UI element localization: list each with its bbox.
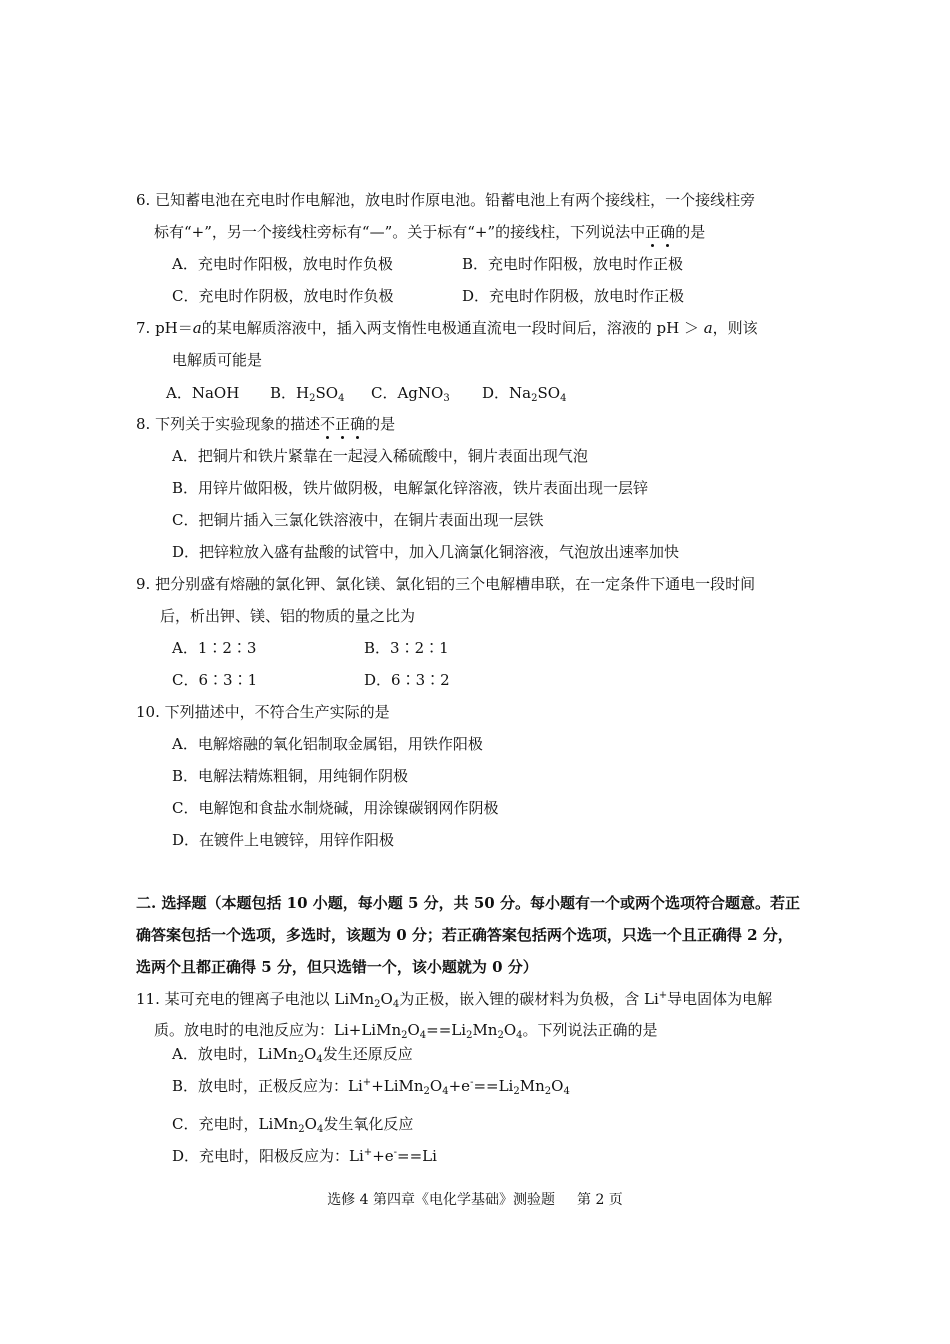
- q7-b-sub: 2: [309, 393, 316, 404]
- q11-d-sup: -: [393, 1147, 398, 1158]
- q7-stem-text: 7. pH＝: [136, 319, 193, 337]
- q6-stem-line2: [154, 222, 705, 242]
- page-footer: [0, 1190, 950, 1210]
- q8-emphasis-char: 正: [335, 415, 351, 433]
- q11-text: 11. 某可充电的锂离子电池以 LiMn: [136, 990, 375, 1008]
- q11-sub: 2: [374, 999, 381, 1010]
- q11-text: 质。放电时的电池反应为：Li+LiMn: [154, 1021, 402, 1039]
- q11-c-text: C．充电时，LiMn: [172, 1115, 299, 1133]
- q11-text: O: [503, 1021, 517, 1039]
- q11-b-sup: +: [362, 1077, 372, 1088]
- section2-heading-line1: 二. 选择题（本题包括 10 小题，每小题 5 分，共 50 分。每小题有一个或两个选项符合题意。若正: [136, 894, 800, 912]
- q11-c-text: O: [304, 1115, 317, 1133]
- page-number: 第 2 页: [577, 1192, 623, 1208]
- q11-b-sub: 2: [423, 1086, 430, 1097]
- q10-option-a: A．电解熔融的氧化铝制取金属铝，用铁作阳极: [172, 735, 483, 753]
- q8-emphasis-char: 确: [350, 415, 366, 433]
- q11-text: 导电固体为电解: [667, 990, 773, 1008]
- q11-a-text: O: [304, 1045, 317, 1063]
- q6-option-a: A．充电时作阳极，放电时作负极: [172, 255, 393, 273]
- q7-b-sub: 4: [338, 393, 345, 404]
- q6-stem-text: 的是: [675, 223, 706, 241]
- q11-sup: +: [658, 990, 668, 1001]
- q8-stem-text: 的是: [365, 415, 396, 433]
- q10-option-d: D．在镀件上电镀锌，用锌作阳极: [172, 831, 395, 849]
- q8-stem: [136, 414, 395, 434]
- q6-emphasis-char: 确: [660, 223, 676, 241]
- q11-option-d: [172, 1146, 437, 1166]
- q6-option-d: D．充电时作阴极，放电时作正极: [462, 287, 685, 305]
- footer-title: 选修 4 第四章《电化学基础》测验题: [327, 1192, 555, 1208]
- q11-a-sub: 2: [297, 1054, 304, 1065]
- q9-option-c: C．6∶3∶1: [172, 671, 258, 689]
- q11-option-c: [172, 1114, 413, 1134]
- q11-option-a: [172, 1044, 413, 1064]
- q11-b-sub: 4: [563, 1086, 570, 1097]
- q11-stem-line2: [154, 1020, 658, 1040]
- q7-d-sub: 2: [531, 393, 538, 404]
- q9-stem-line2: 后，析出钾、镁、铝的物质的量之比为: [160, 607, 416, 625]
- q7-stem-text: 的某电解质溶液中，插入两支惰性电极通直流电一段时间后，溶液的 pH ＞: [201, 319, 704, 337]
- q7-stem-text: ，则该: [712, 319, 758, 337]
- q10-stem: 10. 下列描述中，不符合生产实际的是: [136, 703, 390, 721]
- q11-b-text: O: [429, 1077, 443, 1095]
- q11-b-sub: 2: [544, 1086, 552, 1097]
- q11-a-text: A．放电时，LiMn: [172, 1045, 298, 1063]
- q7-d-text: D．Na: [482, 384, 532, 402]
- q11-sub: 4: [516, 1030, 523, 1041]
- q8-option-d: D．把锌粒放入盛有盐酸的试管中，加入几滴氯化铜溶液，气泡放出速率加快: [172, 543, 680, 561]
- q7-option-c: [371, 383, 450, 403]
- q11-b-sup: -: [470, 1077, 474, 1088]
- q11-d-text: ==Li: [397, 1147, 437, 1165]
- q6-option-b: B．充电时作阳极，放电时作正极: [462, 255, 684, 273]
- q8-option-c: C．把铜片插入三氯化铁溶液中，在铜片表面出现一层铁: [172, 511, 544, 529]
- q8-option-b: B．用锌片做阳极，铁片做阴极，电解氯化锌溶液，铁片表面出现一层锌: [172, 479, 649, 497]
- q7-variable: a: [703, 319, 713, 337]
- q7-option-d: [482, 383, 566, 403]
- q11-option-b: [172, 1076, 570, 1096]
- q8-option-a: A．把铜片和铁片紧靠在一起浸入稀硫酸中，铜片表面出现气泡: [172, 447, 588, 465]
- q11-b-text: O: [551, 1077, 564, 1095]
- q10-option-c: C．电解饱和食盐水制烧碱，用涂镍碳钢网作阴极: [172, 799, 499, 817]
- q11-text: 为正极，嵌入锂的碳材料为负极，含 Li: [399, 990, 659, 1008]
- q11-stem-line1: [136, 989, 772, 1009]
- q11-sub: 2: [497, 1030, 504, 1041]
- q6-stem-line1: 6. 已知蓄电池在充电时作电解池，放电时作原电池。铅蓄电池上有两个接线柱，一个接线柱旁: [136, 191, 756, 209]
- q11-b-text: ==Li: [473, 1077, 514, 1095]
- q11-b-sub: 4: [442, 1086, 449, 1097]
- q7-stem-line1: [136, 318, 758, 338]
- q6-stem-text: 标有“+”，另一个接线柱旁标有“—”。关于标有“+”的接线柱，下列说法中: [154, 223, 646, 241]
- q9-stem-line1: 9. 把分别盛有熔融的氯化钾、氯化镁、氯化铝的三个电解槽串联，在一定条件下通电一段时间: [136, 575, 756, 593]
- q7-variable: a: [192, 319, 202, 337]
- q11-b-text: B．放电时，正极反应为：Li: [172, 1077, 363, 1095]
- q9-option-b: B．3∶2∶1: [364, 639, 449, 657]
- q11-d-text: D．充电时，阳极反应为：Li: [172, 1147, 364, 1165]
- q11-text: ==Li: [426, 1021, 467, 1039]
- q11-b-sub: 2: [513, 1086, 520, 1097]
- q11-b-text: +e: [448, 1077, 471, 1095]
- q6-option-c: C．充电时作阴极，放电时作负极: [172, 287, 394, 305]
- q11-sub: 2: [466, 1030, 473, 1041]
- q6-emphasis-char: 正: [645, 223, 661, 241]
- q8-stem-text: 8. 下列关于实验现象的描述: [136, 415, 321, 433]
- q9-option-d: D．6∶3∶2: [364, 671, 450, 689]
- q11-c-text: 发生氧化反应: [323, 1115, 414, 1133]
- q11-text: Mn: [472, 1021, 498, 1039]
- q7-d-sub: 4: [560, 393, 567, 404]
- q11-a-sub: 4: [316, 1054, 323, 1065]
- q7-c-sub: 3: [443, 393, 450, 404]
- q11-d-text: +e: [372, 1147, 394, 1165]
- q11-b-text: Mn: [519, 1077, 545, 1095]
- q11-sub: 2: [401, 1030, 408, 1041]
- q7-d-text: SO: [537, 384, 561, 402]
- q11-b-text: +LiMn: [371, 1077, 424, 1095]
- q9-option-a: A．1∶2∶3: [172, 639, 257, 657]
- q11-c-sub: 4: [316, 1124, 324, 1135]
- section2-heading-line3: 选两个且都正确得 5 分，但只选错一个，该小题就为 0 分）: [136, 958, 538, 976]
- q10-option-b: B．电解法精炼粗铜，用纯铜作阴极: [172, 767, 409, 785]
- q7-stem-line2: 电解质可能是: [172, 351, 263, 369]
- q11-text: O: [380, 990, 393, 1008]
- q7-option-a: A．NaOH: [166, 384, 240, 402]
- q8-emphasis-char: 不: [320, 415, 336, 433]
- section2-heading-line2: 确答案包括一个选项，多选时，该题为 0 分；若正确答案包括两个选项，只选一个且正确得 2 分，: [136, 926, 793, 944]
- q11-a-text: 发生还原反应: [322, 1045, 413, 1063]
- q7-c-text: C．AgNO: [371, 384, 444, 402]
- q7-b-text: SO: [315, 384, 339, 402]
- q11-sub: 4: [392, 999, 400, 1010]
- q7-option-b: [270, 383, 344, 403]
- q11-sub: 4: [419, 1030, 427, 1041]
- q11-text: 。下列说法正确的是: [522, 1021, 658, 1039]
- q7-b-text: B．H: [270, 384, 310, 402]
- q11-c-sub: 2: [298, 1124, 305, 1135]
- q11-text: O: [407, 1021, 420, 1039]
- q11-d-sup: +: [363, 1147, 373, 1158]
